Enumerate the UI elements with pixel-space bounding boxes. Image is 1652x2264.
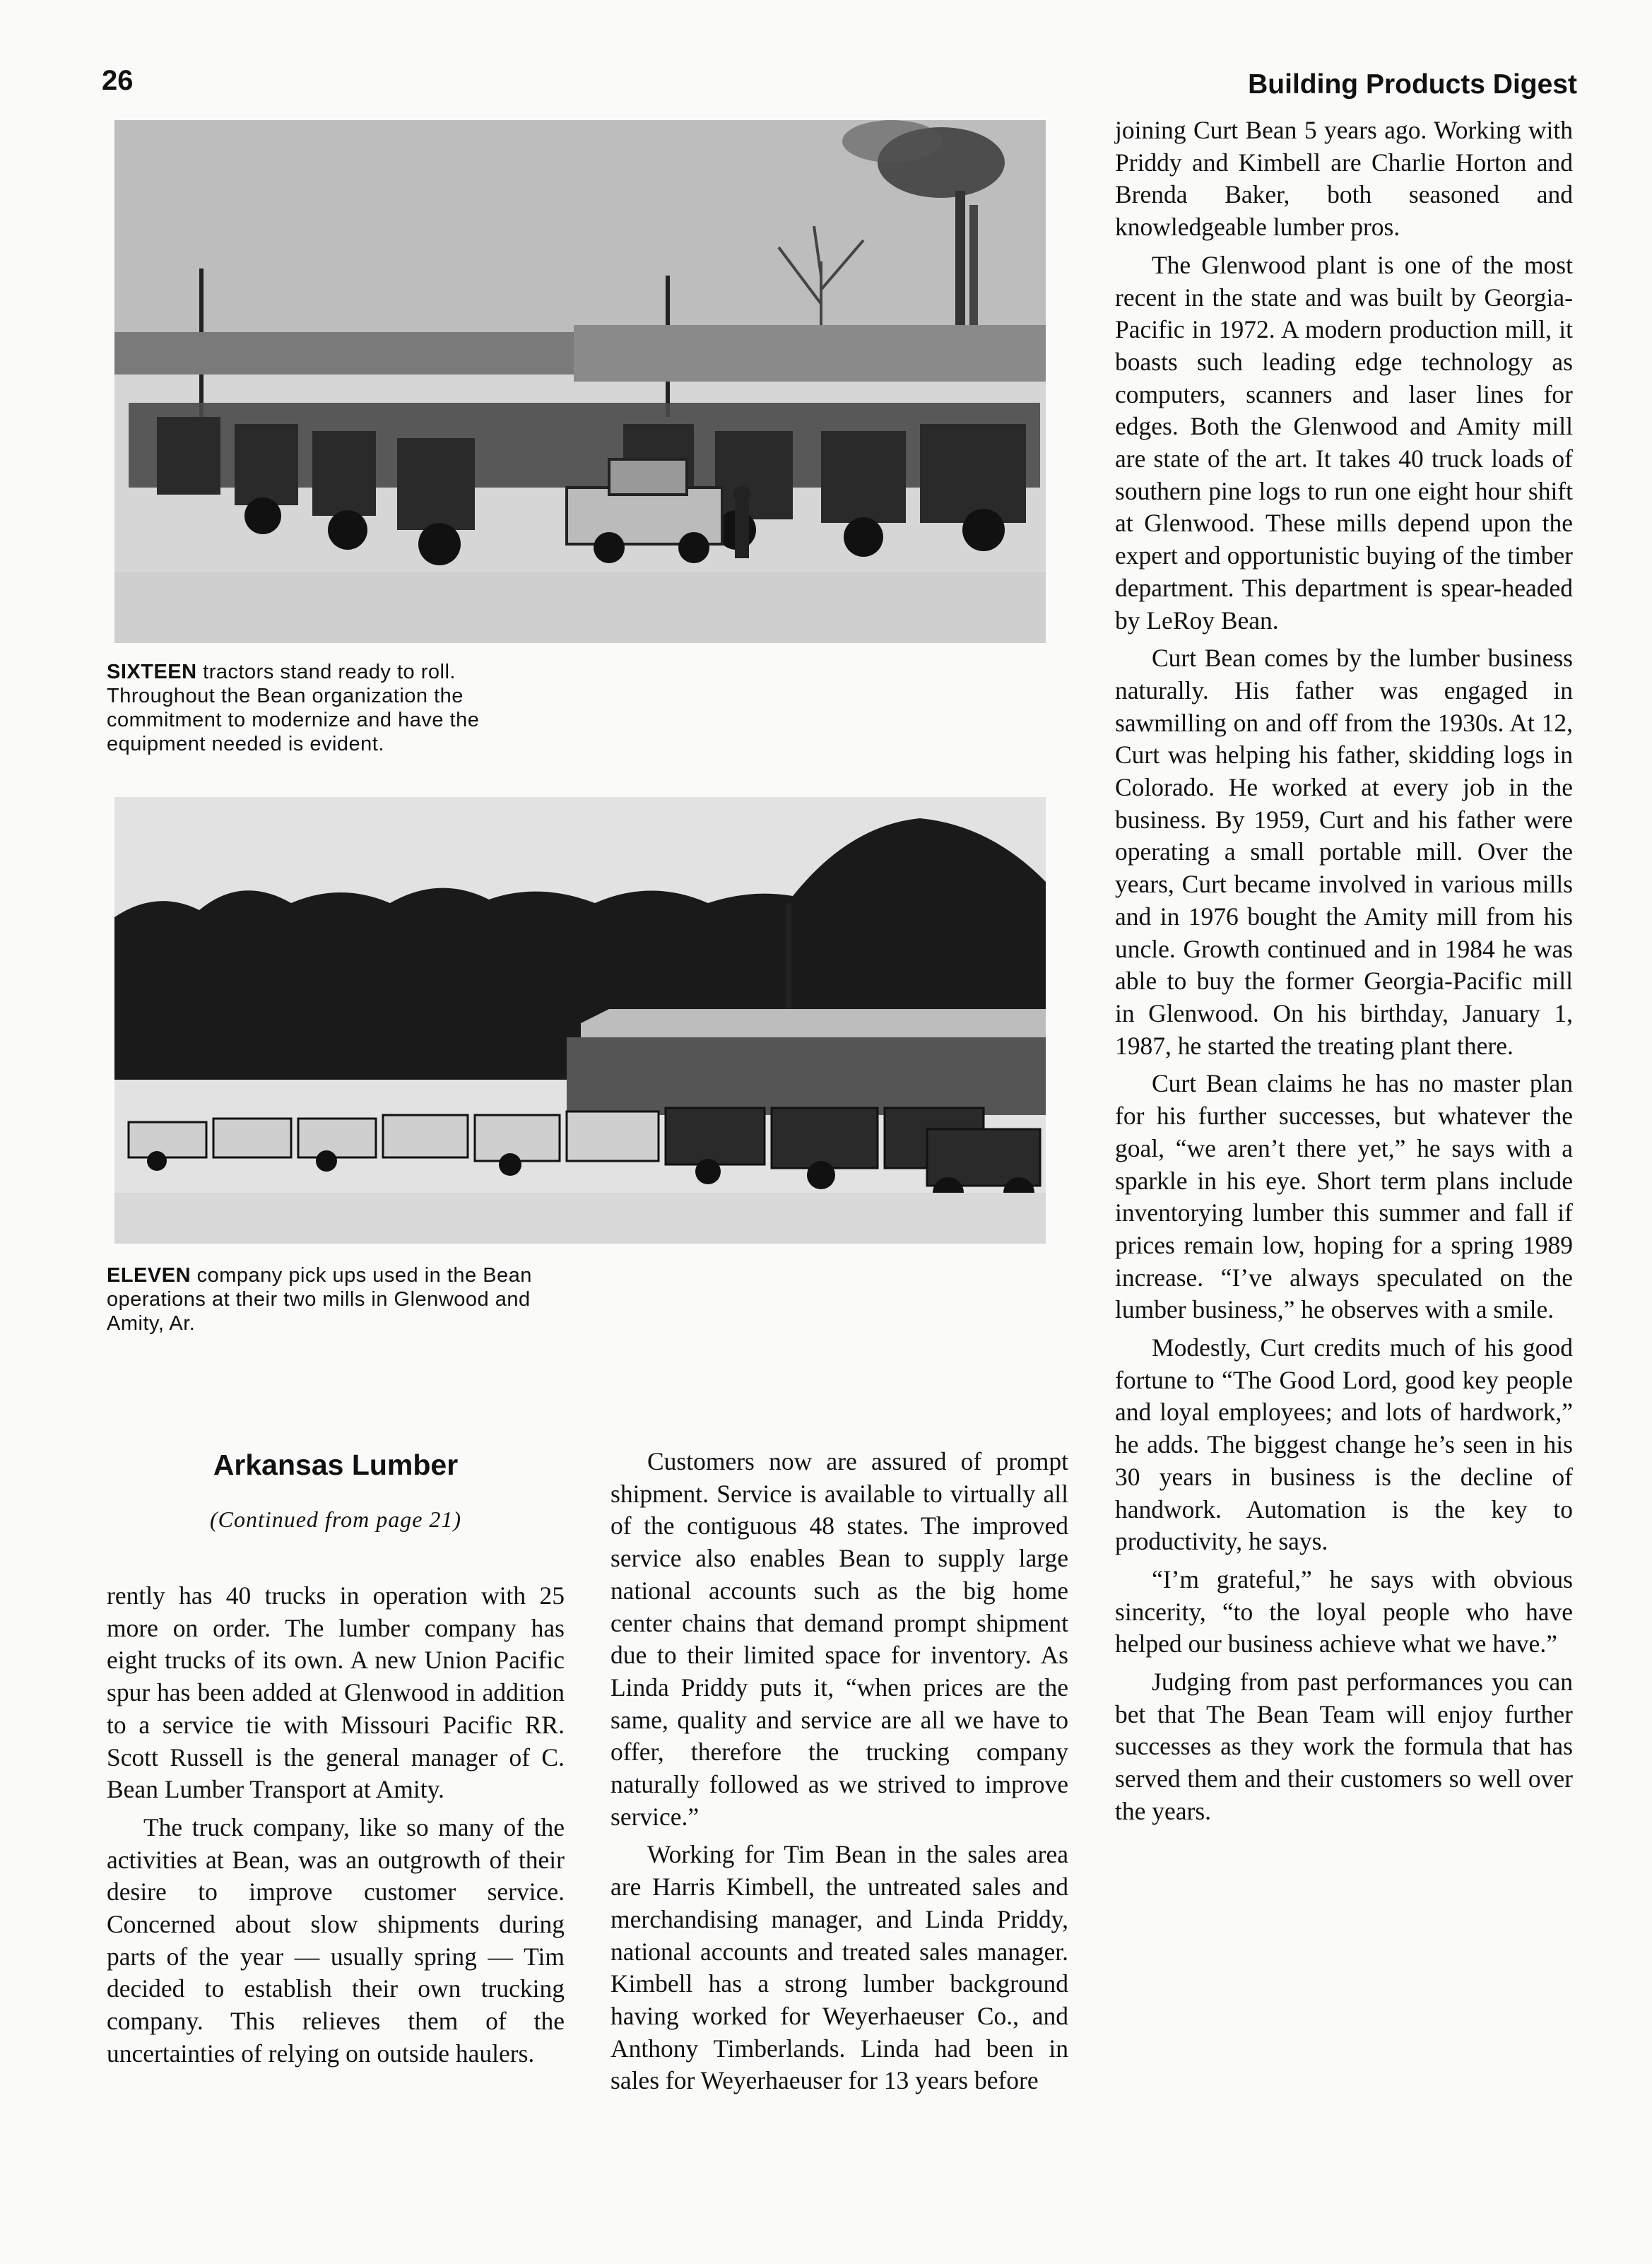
paragraph: Modestly, Curt credits much of his good fortune to “The Good Lord, good key people and loyal employees; and lots of hardwork,” he adds. The biggest change he’s seen in his 30 years in business is the decline of handwork. Automation is the key to productivity, he says. <box>1115 1333 1573 1556</box>
paragraph: Working for Tim Bean in the sales area are Harris Kimbell, the untreated sales and merchandising manager, and Linda Priddy, national accounts and treated sales manager. Kimbell has a strong lumber background having worked for Weyerhaeuser Co., and Anthony Timberlands. Linda had been in sales for Weyerhaeuser for 13 years before <box>610 1840 1068 2095</box>
paragraph: rently has 40 trucks in operation with 25 more on order. The lumber company has eight trucks of its own. A new Union Pacific spur has been added at Glenwood in addition to a service tie with Missouri Pacific RR. Scott Russell is the general manager of C. Bean Lumber Transport at Amity. <box>107 1581 565 1804</box>
paragraph: The truck company, like so many of the activities at Bean, was an outgrowth of their desire to improve customer service. Concerned about slow shipments during parts of the year — usually spring — Tim decided to establish their own trucking company. This relieves them of the uncertainties of relying on outside haulers. <box>107 1812 565 2068</box>
paragraph: Curt Bean comes by the lumber business naturally. His father was engaged in sawmilling on and off from the 1930s. At 12, Curt was helping his father, skidding logs in Colorado. He worked at every job in the business. By 1959, Curt and his father were operating a small portable mill. Over the years, Curt became involved in various mills and in 1976 bought the Amity mill from his uncle. Growth continued and in 1984 he was able to buy the former Georgia-Pacific mill in Glenwood. On his birthday, January 1, 1987, he started the treating plant there. <box>1115 644 1573 1060</box>
paragraph: joining Curt Bean 5 years ago. Working with Priddy and Kimbell are Charlie Horton and Brenda Baker, both seasoned and knowledgeable lumber pros. <box>1115 116 1573 242</box>
tractors-caption <box>107 660 565 756</box>
pickups-photo <box>114 797 1046 1244</box>
pickups-caption <box>107 1263 565 1336</box>
continued-note: (Continued from page 21) <box>209 1507 462 1532</box>
article-column-1 <box>107 1580 565 2070</box>
paragraph: Curt Bean claims he has no master plan for his further successes, but whatever the goal, “we aren’t there yet,” he says with a sparkle in his eye. Short term plans include inventorying lumber this summer and fall if prices remain low, hoping for a spring 1989 increase. “I’ve always speculated on the lumber business,” he observes with a smile. <box>1115 1069 1573 1324</box>
caption-lead: ELEVEN <box>107 1264 191 1287</box>
paragraph: The Glenwood plant is one of the most recent in the state and was built by Georgia-Pacific in 1972. A modern production mill, it boasts such leading edge technology as computers, scanners and laser lines for edges. Both the Glenwood and Amity mill are state of the art. It takes 40 truck loads of southern pine logs to run one eight hour shift at Glenwood. These mills depend upon the expert and opportunistic buying of the timber department. This department is spear-headed by LeRoy Bean. <box>1115 250 1573 635</box>
article-column-3 <box>1115 114 1573 1828</box>
running-header: Building Products Digest <box>1248 69 1577 100</box>
tractors-photo <box>114 120 1046 643</box>
caption-text: company pick ups used in the Bean operations at their two mills in Glenwood and Amity, Ar. <box>107 1264 532 1335</box>
paragraph: Judging from past performances you can bet that The Bean Team will enjoy further successes as they work the formula that has served them and their customers so well over the years. <box>1115 1668 1573 1825</box>
caption-text: tractors stand ready to roll. Throughout the Bean organization the commitment to modernize and have the equipment needed is evident. <box>107 661 480 755</box>
caption-lead: SIXTEEN <box>107 661 197 683</box>
paragraph: Customers now are assured of prompt shipment. Service is available to virtually all of the contiguous 48 states. The improved service also enables Bean to supply large national accounts such as the big home center chains that demand prompt shipment due to their limited space for inventory. As Linda Priddy puts it, “when prices are the same, quality and service are all we have to offer, therefore the trucking company naturally followed as we strived to improve service.” <box>610 1447 1068 1831</box>
article-column-2 <box>610 1446 1068 2097</box>
article-headline: Arkansas Lumber <box>213 1449 459 1481</box>
page-number: 26 <box>102 65 134 96</box>
paragraph: “I’m grateful,” he says with obvious sincerity, “to the loyal people who have helped our business achieve what we have.” <box>1115 1564 1573 1658</box>
